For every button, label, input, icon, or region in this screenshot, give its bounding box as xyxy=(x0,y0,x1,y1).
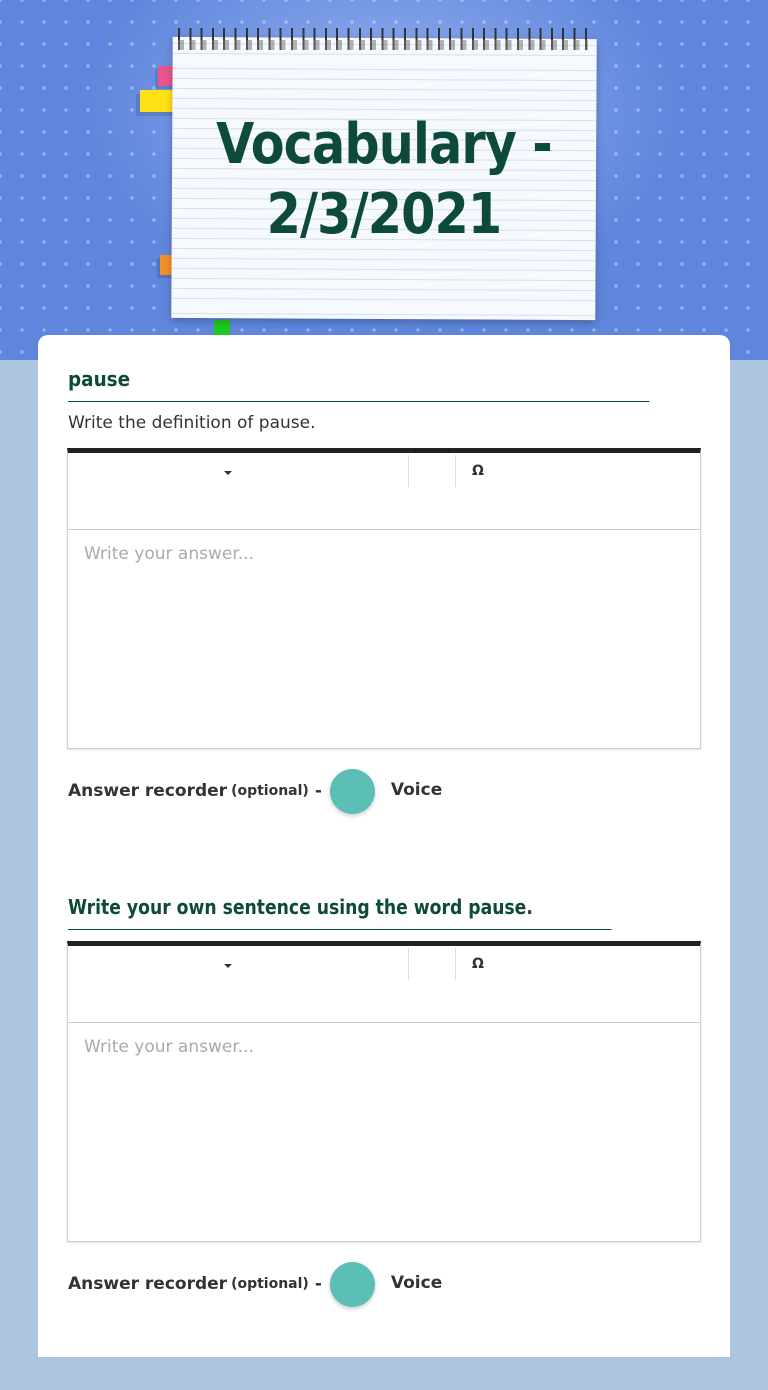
toolbar-separator xyxy=(408,455,409,487)
voice-record-button[interactable] xyxy=(330,1262,375,1307)
recorder-label: Answer recorder xyxy=(68,1274,228,1294)
question-1-instructions: Write the definition of pause. xyxy=(68,413,316,433)
toolbar-separator xyxy=(455,948,456,980)
voice-record-button[interactable] xyxy=(330,769,375,814)
special-character-icon[interactable]: Ω xyxy=(472,463,484,479)
format-dropdown-caret-icon[interactable] xyxy=(224,471,232,475)
voice-label: Voice xyxy=(390,1273,443,1293)
notepad-spiral-holes xyxy=(178,40,588,50)
question-1-answer-input[interactable] xyxy=(68,530,700,748)
header-banner xyxy=(0,0,768,360)
page-title xyxy=(197,110,570,250)
recorder-optional-label: (optional) xyxy=(231,783,309,799)
voice-label: Voice xyxy=(390,780,443,800)
format-dropdown-caret-icon[interactable] xyxy=(224,964,232,968)
worksheet-card xyxy=(38,335,730,1357)
question-1-answer-recorder xyxy=(68,768,442,814)
recorder-optional-label: (optional) xyxy=(231,1276,309,1292)
recorder-dash: - xyxy=(314,781,322,801)
special-character-icon[interactable]: Ω xyxy=(472,956,484,972)
notepad-tab-green xyxy=(214,320,230,336)
question-2-answer-recorder xyxy=(68,1261,442,1307)
question-1-title: pause xyxy=(68,367,649,402)
question-2-answer-input[interactable] xyxy=(68,1023,700,1241)
page-title-line-2: 2/3/2021 xyxy=(266,182,502,247)
editor-toolbar xyxy=(68,946,700,1023)
question-2-title: Write your own sentence using the word pause. xyxy=(68,895,612,930)
editor-toolbar xyxy=(68,453,700,530)
recorder-label: Answer recorder xyxy=(68,781,228,801)
recorder-dash: - xyxy=(314,1274,322,1294)
page-title-line-1: Vocabulary - xyxy=(216,112,552,177)
toolbar-separator xyxy=(408,948,409,980)
question-1-editor xyxy=(67,448,701,749)
question-2-editor xyxy=(67,941,701,1242)
toolbar-separator xyxy=(455,455,456,487)
